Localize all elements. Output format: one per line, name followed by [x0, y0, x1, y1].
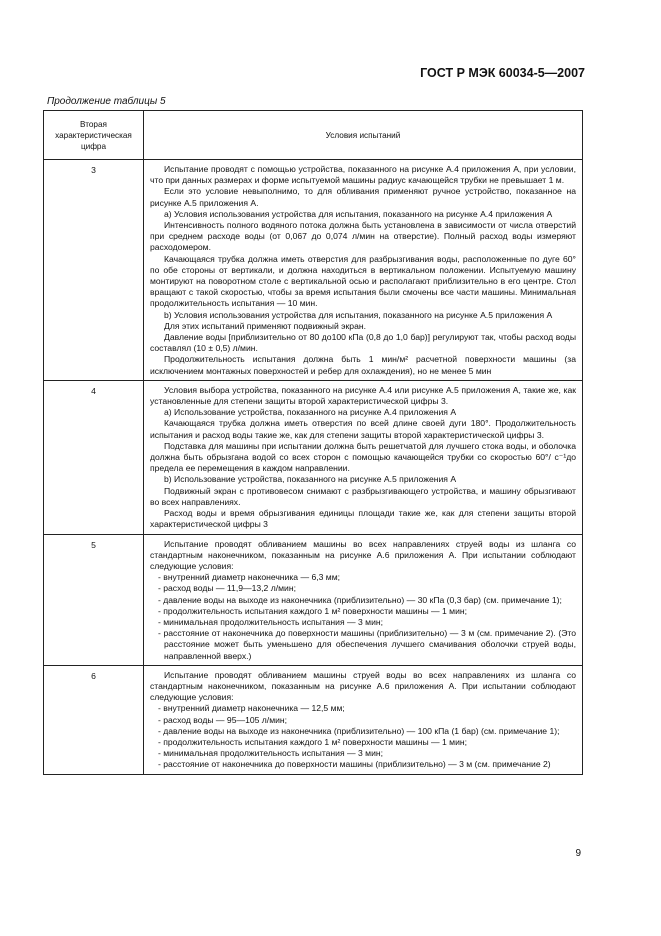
condition-list-item: - минимальная продолжительность испытания — 3 мин; [158, 616, 384, 627]
condition-paragraph: Испытание проводят с помощью устройства, показанного на рисунке А.4 приложения А, при условии, что при данных размерах и форме испытуемой машины радиус качающейся трубки не превышает 1 м. [150, 164, 576, 186]
digit-cell: 5 [44, 534, 144, 665]
table-row [44, 380, 583, 534]
condition-paragraph: Условия выбора устройства, показанного на рисунке А.4 или рисунке А.5 приложения А, такие же, как установленные для степени защиты второй характеристической цифры 3. [150, 384, 576, 407]
condition-list-item: - продолжительность испытания каждого 1 м² поверхности машины — 1 мин; [158, 605, 468, 616]
condition-list-item: - внутренний диаметр наконечника — 6,3 мм; [158, 572, 340, 583]
conditions-table [43, 110, 583, 775]
digit-cell: 3 [44, 160, 144, 381]
page-number: 9 [575, 848, 581, 859]
condition-paragraph: Подставка для машины при испытании должна быть решетчатой для лучшего стока воды, и оболочка должна быть обрызгана водой со всех сторон с помощью качающейся трубки со скоростью 60°/ с⁻¹до предела ее перемещения в каждом направлении. [150, 440, 576, 474]
condition-list-item: - продолжительность испытания каждого 1 м² поверхности машины — 1 мин; [158, 736, 468, 747]
condition-paragraph: Качающаяся трубка должна иметь отверстия по всей длине своей дуги 180°. Продолжительность испытания и расход воды такие же, как для степени защиты второй характеристической цифры 3. [150, 418, 576, 440]
document-header: ГОСТ Р МЭК 60034-5—2007 [420, 66, 585, 80]
condition-paragraph: а) Использование устройства, показанного на рисунке А.4 приложения А [164, 407, 457, 418]
condition-paragraph: Продолжительность испытания должна быть 1 мин/м² расчетной поверхности машины (за исключением монтажных поверхностей и ребер для охлаждения), но не менее 5 мин [150, 354, 576, 376]
col-header-conditions: Условия испытаний [144, 111, 583, 160]
conditions-cell [144, 160, 583, 381]
condition-list-item: - внутренний диаметр наконечника — 12,5 мм; [158, 703, 345, 714]
condition-paragraph: b) Условия использования устройства для испытания, показанного на рисунке А.5 приложения А [164, 309, 553, 320]
condition-list-item: - расход воды — 95—105 л/мин; [158, 714, 288, 725]
condition-list-item: - расстояние от наконечника до поверхности машины (приблизительно) — 3 м (см. примечание 2). (Это расстояние может быть уменьшено для обеспечения лучшего смачивания оболочки струей воды, направленной вверх.) [158, 628, 576, 661]
condition-paragraph: а) Условия использования устройства для испытания, показанного на рисунке А.4 приложения А [164, 208, 553, 219]
condition-paragraph: Если это условие невыполнимо, то для обливания применяют ручное устройство, показанное на рисунке А.5 приложения А. [150, 186, 576, 208]
condition-paragraph: Качающаяся трубка должна иметь отверстия для разбрызгивания воды, расположенные по дуге 60° по обе стороны от вертикали, и должна находиться в вертикальном положении. Испытуемую машину монтируют на поворотном столе с вертикальной осью и располагают приблизительно в его центре. Стол вращают с такой скоростью, чтобы за время испытания были смочены все части машины. Минимальная продолжительность испытания — 10 мин. [150, 253, 576, 309]
condition-paragraph: Испытание проводят обливанием машины во всех направлениях струей воды из шланга со стандартным наконечником, показанным на рисунке А.6 приложения А. При испытании соблюдают следующие условия: [150, 538, 576, 571]
condition-paragraph: b) Использование устройства, показанного на рисунке А.5 приложения А [164, 474, 457, 485]
col-header-digit-line: цифра [80, 141, 107, 151]
table-row [44, 160, 583, 381]
digit-cell: 4 [44, 380, 144, 534]
conditions-cell [144, 665, 583, 774]
condition-list-item: - минимальная продолжительность испытания — 3 мин; [158, 748, 384, 759]
condition-list-item: - давление воды на выходе из наконечника (приблизительно) — 30 кПа (0,3 бар) (см. примечание 1); [158, 594, 562, 605]
condition-list-item: - расстояние от наконечника до поверхности машины (приблизительно) — 3 м (см. примечание 2) [158, 759, 551, 770]
table-row [44, 665, 583, 774]
condition-paragraph: Расход воды и время обрызгивания единицы площади такие же, как для степени защиты второй характеристической цифры 3 [150, 508, 576, 530]
table-row [44, 534, 583, 665]
col-header-digit [44, 111, 144, 160]
table-header-row [44, 111, 583, 160]
conditions-cell [144, 380, 583, 534]
condition-list-item: - давление воды на выходе из наконечника (приблизительно) — 100 кПа (1 бар) (см. примечание 1); [158, 725, 560, 736]
digit-cell: 6 [44, 665, 144, 774]
col-header-digit-line: характеристическая [55, 130, 132, 140]
col-header-digit-line: Вторая [80, 119, 107, 129]
table-caption: Продолжение таблицы 5 [47, 96, 166, 107]
condition-paragraph: Испытание проводят обливанием машины струей воды во всех направлениях из шланга со стандартным наконечником, показанным на рисунке А.6 приложения А. При испытании соблюдают следующие условия: [150, 669, 576, 703]
condition-paragraph: Давление воды [приблизительно от 80 до100 кПа (0,8 до 1,0 бар)] регулируют так, чтобы расход воды составлял (10 ± 0,5) л/мин. [150, 332, 576, 354]
condition-paragraph: Интенсивность полного водяного потока должна быть установлена в зависимости от числа отверстий при среднем расходе воды (от 0,067 до 0,074 л/мин на отверстие). Полный расход воды измеряют расходомером. [150, 220, 576, 253]
conditions-cell [144, 534, 583, 665]
condition-list-item: - расход воды — 11,9—13,2 л/мин; [158, 583, 296, 594]
condition-paragraph: Подвижный экран с противовесом снимают с разбрызгивающего устройства, и машину обрызгивают во всех направлениях. [150, 485, 576, 507]
condition-paragraph: Для этих испытаний применяют подвижный экран. [164, 320, 366, 331]
